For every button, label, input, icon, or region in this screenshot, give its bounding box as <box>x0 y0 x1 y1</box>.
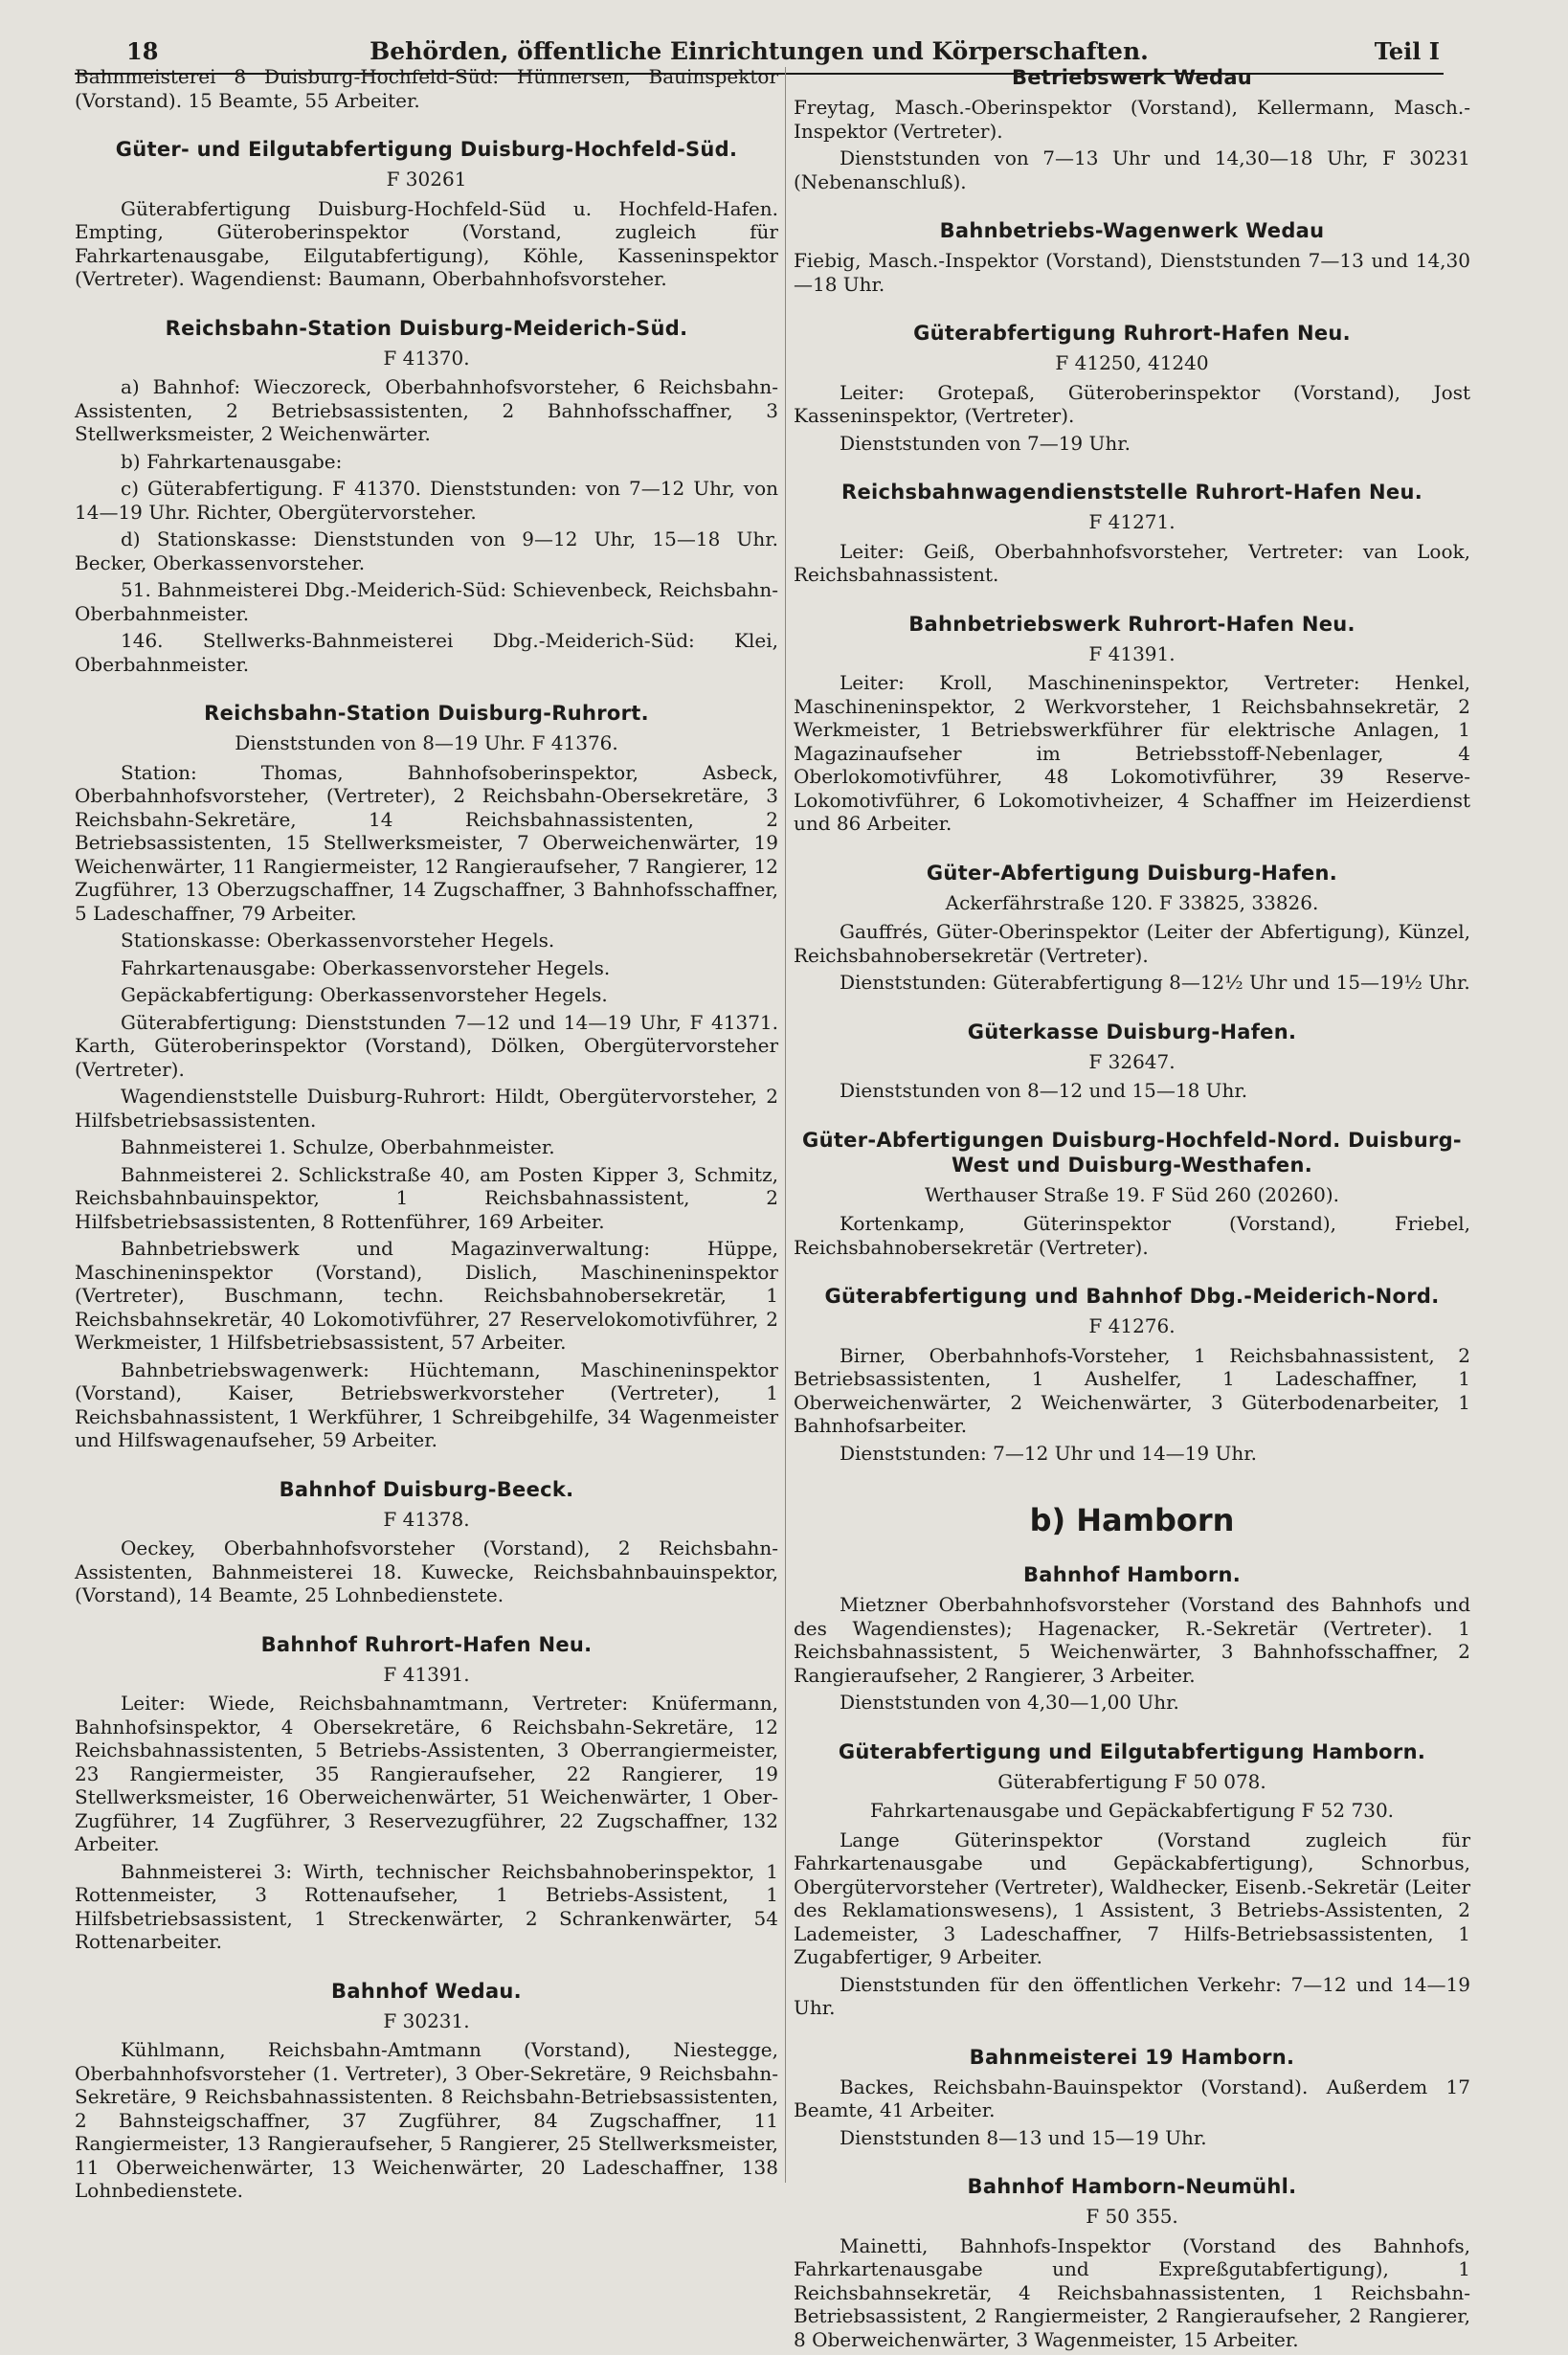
page-title: Behörden, öffentliche Einrichtungen und Körperschaften. <box>370 37 1149 65</box>
entry-paragraph: Leiter: Kroll, Maschineninspektor, Vertreter: Henkel, Maschineninspektor, 2 Werkvorsteher, 1 Reichsbahnsekretär, 2 Werkmeister, 1 Betriebswerkführer für elektrische Anlagen, 1 Magazinaufseher im Betriebsstoff-Nebenlager, 4 Oberlokomotivführer, 48 Lokomotivführer, 39 Reserve-Lokomotivführer, 6 Lokomotivheizer, 4 Schaffner im Heizerdienst und 86 Arbeiter. <box>794 671 1470 835</box>
section-subline: F 41391. <box>383 1662 470 1686</box>
section-subline: Werthauser Straße 19. F Süd 260 (20260). <box>924 1182 1340 1206</box>
left-column <box>75 65 778 2207</box>
section-heading: Bahnhof Hamborn. <box>1022 1563 1242 1586</box>
section-heading: Bahnhof Ruhrort-Hafen Neu. <box>260 1632 593 1656</box>
entry-paragraph: a) Bahnhof: Wieczoreck, Oberbahnhofsvorsteher, 6 Reichsbahn-Assistenten, 2 Betriebsassistenten, 2 Bahnhofsschaffner, 3 Stellwerksmeister, 2 Weichenwärter. <box>75 375 778 445</box>
entry-paragraph: Gepäckabfertigung: Oberkassenvorsteher Hegels. <box>121 983 608 1006</box>
section-heading: Bahnbetriebswerk Ruhrort-Hafen Neu. <box>908 612 1355 636</box>
entry-paragraph: Bahnbetriebswagenwerk: Hüchtemann, Maschineninspektor (Vorstand), Kaiser, Betriebswerkvorsteher (Vertreter), 1 Reichsbahnassistent, 1 Werkführer, 1 Schreibgehilfe, 34 Wagenmeister und Hilfswagenaufseher, 59 Arbeiter. <box>75 1357 778 1451</box>
section-subline: Güterabfertigung F 50 078. <box>997 1769 1266 1793</box>
entry-paragraph: Bahnmeisterei 1. Schulze, Oberbahnmeister. <box>121 1135 555 1158</box>
entry-paragraph: Mainetti, Bahnhofs-Inspektor (Vorstand des Bahnhofs, Fahrkartenausgabe und Expreßgutabfertigung), 1 Reichsbahnsekretär, 4 Reichsbahnassistenten, 1 Reichsbahn-Betriebsassistent, 2 Rangiermeister, 2 Rangieraufseher, 2 Rangierer, 8 Oberweichenwärter, 3 Wagenmeister, 15 Arbeiter. <box>794 2233 1470 2351</box>
section-heading: Reichsbahn-Station Duisburg-Ruhrort. <box>204 702 649 725</box>
entry-paragraph: Kühlmann, Reichsbahn-Amtmann (Vorstand), Niestegge, Oberbahnhofsvorsteher (1. Vertreter), 3 Ober-Sekretäre, 9 Reichsbahn-Sekretäre, 9 Reichsbahnassistenten. 8 Reichsbahn-Betriebsassistenten, 2 Bahnsteigschaffner, 37 Zugführer, 84 Zugschaffner, 11 Rangiermeister, 13 Rangieraufseher, 5 Rangierer, 25 Stellwerksmeister, 11 Oberweichenwärter, 13 Weichenwärter, 20 Ladeschaffner, 138 Lohnbedienstete. <box>75 2038 778 2202</box>
entry-paragraph: Fahrkartenausgabe: Oberkassenvorsteher Hegels. <box>121 955 611 979</box>
section-subline: F 32647. <box>1088 1049 1176 1073</box>
section-subline: F 41276. <box>1088 1314 1176 1337</box>
section-heading: Betriebswerk Wedau <box>1011 66 1253 89</box>
section-heading: Bahnhof Hamborn-Neumühl. <box>967 2175 1297 2198</box>
entry-paragraph: Dienststunden 8—13 und 15—19 Uhr. <box>840 2125 1207 2149</box>
section-heading: Güter- und Eilgutabfertigung Duisburg-Hochfeld-Süd. <box>115 138 738 161</box>
entry-paragraph: Bahnmeisterei 3: Wirth, technischer Reichsbahnoberinspektor, 1 Rottenmeister, 3 Rottenaufseher, 1 Betriebs-Assistent, 1 Hilfsbetriebsassistent, 1 Streckenwärter, 2 Schrankenwärter, 54 Rottenarbeiter. <box>75 1859 778 1953</box>
section-heading: Güterkasse Duisburg-Hafen. <box>967 1020 1297 1043</box>
entry-paragraph: d) Stationskasse: Dienststunden von 9—12 Uhr, 15—18 Uhr. Becker, Oberkassenvorsteher. <box>75 527 778 574</box>
entry-paragraph: Dienststunden von 7—19 Uhr. <box>840 431 1131 455</box>
section-subline: Dienststunden von 8—19 Uhr. F 41376. <box>235 731 618 754</box>
section-subline: F 41250, 41240 <box>1055 351 1209 374</box>
section-heading: Güterabfertigung und Eilgutabfertigung Hamborn. <box>838 1739 1426 1763</box>
section-subline: F 41370. <box>383 346 470 370</box>
entry-paragraph: Gauffrés, Güter-Oberinspektor (Leiter der Abfertigung), Künzel, Reichsbahnobersekretär (Vertreter). <box>794 920 1470 967</box>
section-subline: Ackerfährstraße 120. F 33825, 33826. <box>945 890 1319 914</box>
entry-paragraph: Dienststunden: 7—12 Uhr und 14—19 Uhr. <box>840 1441 1257 1465</box>
entry-paragraph: Dienststunden von 8—12 und 15—18 Uhr. <box>840 1079 1248 1102</box>
section-subline: F 41271. <box>1088 510 1176 533</box>
entry-paragraph: Mietzner Oberbahnhofsvorsteher (Vorstand des Bahnhofs und des Wagendienstes); Hagenacker, R.-Sekretär (Vertreter). 1 Reichsbahnassistent, 5 Weichenwärter, 3 Bahnhofsschaffner, 2 Rangieraufseher, 2 Rangierer, 3 Arbeiter. <box>794 1593 1470 1687</box>
section-subline: F 41378. <box>383 1507 470 1531</box>
column-divider <box>785 67 786 2183</box>
section-subline: Fahrkartenausgabe und Gepäckabfertigung F 52 730. <box>869 1799 1395 1822</box>
entry-paragraph: Dienststunden für den öffentlichen Verkehr: 7—12 und 14—19 Uhr. <box>794 1972 1470 2019</box>
section-heading: Bahnbetriebs-Wagenwerk Wedau <box>939 219 1325 242</box>
section-heading: Güter-Abfertigungen Duisburg-Hochfeld-Nord. Duisburg-West und Duisburg-Westhafen. <box>802 1128 1462 1177</box>
entry-paragraph: Dienststunden von 7—13 Uhr und 14,30—18 Uhr, F 30231 (Nebenanschluß). <box>794 146 1470 193</box>
section-subline: F 41391. <box>1088 641 1176 665</box>
page-part: Teil I <box>1374 37 1440 65</box>
entry-paragraph: Leiter: Grotepaß, Güteroberinspektor (Vorstand), Jost Kasseninspektor, (Vertreter). <box>794 380 1470 427</box>
entry-paragraph: 51. Bahnmeisterei Dbg.-Meiderich-Süd: Schievenbeck, Reichsbahn-Oberbahnmeister. <box>75 578 779 625</box>
entry-paragraph: Dienststunden: Güterabfertigung 8—12½ Uhr und 15—19½ Uhr. <box>840 971 1470 994</box>
entry-paragraph: Station: Thomas, Bahnhofsoberinspektor, Asbeck, Oberbahnhofsvorsteher, (Vertreter), 2 Reichsbahn-Obersekretäre, 3 Reichsbahn-Sekretäre, 14 Reichsbahnassistenten, 2 Betriebsassistenten, 15 Stellwerksmeister, 7 Oberweichenwärter, 19 Weichenwärter, 11 Rangiermeister, 12 Rangieraufseher, 7 Rangierer, 12 Zugführer, 13 Oberzugschaffner, 14 Zugschaffner, 3 Bahnhofsschaffner, 5 Ladeschaffner, 79 Arbeiter. <box>75 760 778 925</box>
section-heading: Güterabfertigung und Bahnhof Dbg.-Meiderich-Nord. <box>824 1285 1440 1308</box>
entry-paragraph: Oeckey, Oberbahnhofsvorsteher (Vorstand), 2 Reichsbahn-Assistenten, Bahnmeisterei 18. Kuwecke, Reichsbahnbauinspektor, (Vorstand), 14 Beamte, 25 Lohnbedienstete. <box>75 1536 778 1606</box>
entry-paragraph: Wagendienststelle Duisburg-Ruhrort: Hildt, Obergütervorsteher, 2 Hilfsbetriebsassistenten. <box>75 1085 778 1132</box>
district-heading: b) Hamborn <box>1029 1502 1235 1538</box>
entry-paragraph: Dienststunden von 4,30—1,00 Uhr. <box>840 1691 1179 1714</box>
section-heading: Güter-Abfertigung Duisburg-Hafen. <box>926 861 1338 885</box>
section-heading: Bahnmeisterei 19 Hamborn. <box>969 2045 1295 2069</box>
section-heading: Reichsbahn-Station Duisburg-Meiderich-Süd. <box>165 316 688 340</box>
right-column <box>794 65 1470 2355</box>
entry-paragraph: Güterabfertigung Duisburg-Hochfeld-Süd u. Hochfeld-Hafen. Empting, Güteroberinspektor (Vorstand, zugleich für Fahrkartenausgabe, Eilgutabfertigung), Köhle, Kasseninspektor (Vertreter). Wagendienst: Baumann, Oberbahnhofsvorsteher. <box>75 196 778 290</box>
entry-paragraph: Leiter: Geiß, Oberbahnhofsvorsteher, Vertreter: van Look, Reichsbahnassistent. <box>794 539 1470 586</box>
entry-paragraph: b) Fahrkartenausgabe: <box>121 449 343 473</box>
entry-paragraph: Bahnmeisterei 8 Duisburg-Hochfeld-Süd: Hünnersen, Bauinspektor (Vorstand). 15 Beamte, 55 Arbeiter. <box>75 65 778 112</box>
entry-paragraph: 146. Stellwerks-Bahnmeisterei Dbg.-Meiderich-Süd: Klei, Oberbahnmeister. <box>75 629 778 676</box>
entry-paragraph: Leiter: Wiede, Reichsbahnamtmann, Vertreter: Knüfermann, Bahnhofsinspektor, 4 Obersekretäre, 6 Reichsbahn-Sekretäre, 12 Reichsbahnassistenten, 5 Betriebs-Assistenten, 3 Oberrangiermeister, 23 Rangiermeister, 35 Rangieraufseher, 22 Rangierer, 19 Stellwerksmeister, 16 Oberweichenwärter, 51 Weichenwärter, 1 Ober-Zugführer, 14 Zugführer, 3 Reservezugführer, 22 Zugschaffner, 132 Arbeiter. <box>75 1692 778 1855</box>
entry-paragraph: Stationskasse: Oberkassenvorsteher Hegels. <box>121 929 555 952</box>
entry-paragraph: Backes, Reichsbahn-Bauinspektor (Vorstand). Außerdem 17 Beamte, 41 Arbeiter. <box>794 2075 1470 2121</box>
section-subline: F 30261 <box>386 168 467 191</box>
entry-paragraph: c) Güterabfertigung. F 41370. Dienststunden: von 7—12 Uhr, von 14—19 Uhr. Richter, Obergütervorsteher. <box>75 477 778 524</box>
page-number: 18 <box>126 37 159 65</box>
section-heading: Güterabfertigung Ruhrort-Hafen Neu. <box>913 322 1351 345</box>
section-heading: Bahnhof Wedau. <box>331 1979 522 2003</box>
section-heading: Bahnhof Duisburg-Beeck. <box>279 1477 574 1501</box>
entry-paragraph: Fiebig, Masch.-Inspektor (Vorstand), Dienststunden 7—13 und 14,30—18 Uhr. <box>794 249 1470 296</box>
section-subline: F 30231. <box>383 2008 470 2032</box>
entry-paragraph: Güterabfertigung: Dienststunden 7—12 und 14—19 Uhr, F 41371. Karth, Güteroberinspektor (Vorstand), Dölken, Obergütervorsteher (Vertreter). <box>75 1010 778 1081</box>
section-heading: Reichsbahnwagendienststelle Ruhrort-Hafen Neu. <box>841 481 1422 504</box>
entry-paragraph: Lange Güterinspektor (Vorstand zugleich für Fahrkartenausgabe und Gepäckabfertigung), Schnorbus, Obergütervorsteher (Vertreter), Waldhecker, Eisenb.-Sekretär (Leiter des Reklamationswesens), 1 Assistent, 3 Betriebs-Assistenten, 2 Lademeister, 3 Ladeschaffner, 7 Hilfs-Betriebsassistenten, 1 Zugabfertiger, 9 Arbeiter. <box>794 1828 1470 1968</box>
entry-paragraph: Birner, Oberbahnhofs-Vorsteher, 1 Reichsbahnassistent, 2 Betriebsassistenten, 1 Aushelfer, 1 Ladeschaffner, 1 Oberweichenwärter, 2 Weichenwärter, 3 Güterbodenarbeiter, 1 Bahnhofsarbeiter. <box>794 1343 1470 1437</box>
entry-paragraph: Bahnmeisterei 2. Schlickstraße 40, am Posten Kipper 3, Schmitz, Reichsbahnbauinspektor, 1 Reichsbahnassistent, 2 Hilfsbetriebsassistenten, 8 Rottenführer, 169 Arbeiter. <box>75 1162 778 1233</box>
entry-paragraph: Bahnbetriebswerk und Magazinverwaltung: Hüppe, Maschineninspektor (Vorstand), Dislich, Maschineninspektor (Vertreter), Buschmann, techn. Reichsbahnobersekretär, 1 Reichsbahnsekretär, 40 Lokomotivführer, 27 Reservelokomotivführer, 2 Werkmeister, 1 Hilfsbetriebsassistent, 57 Arbeiter. <box>75 1237 778 1354</box>
entry-paragraph: Freytag, Masch.-Oberinspektor (Vorstand), Kellermann, Masch.-Inspektor (Vertreter). <box>794 96 1470 143</box>
entry-paragraph: Kortenkamp, Güterinspektor (Vorstand), Friebel, Reichsbahnobersekretär (Vertreter). <box>794 1212 1470 1259</box>
section-subline: F 50 355. <box>1086 2205 1178 2228</box>
